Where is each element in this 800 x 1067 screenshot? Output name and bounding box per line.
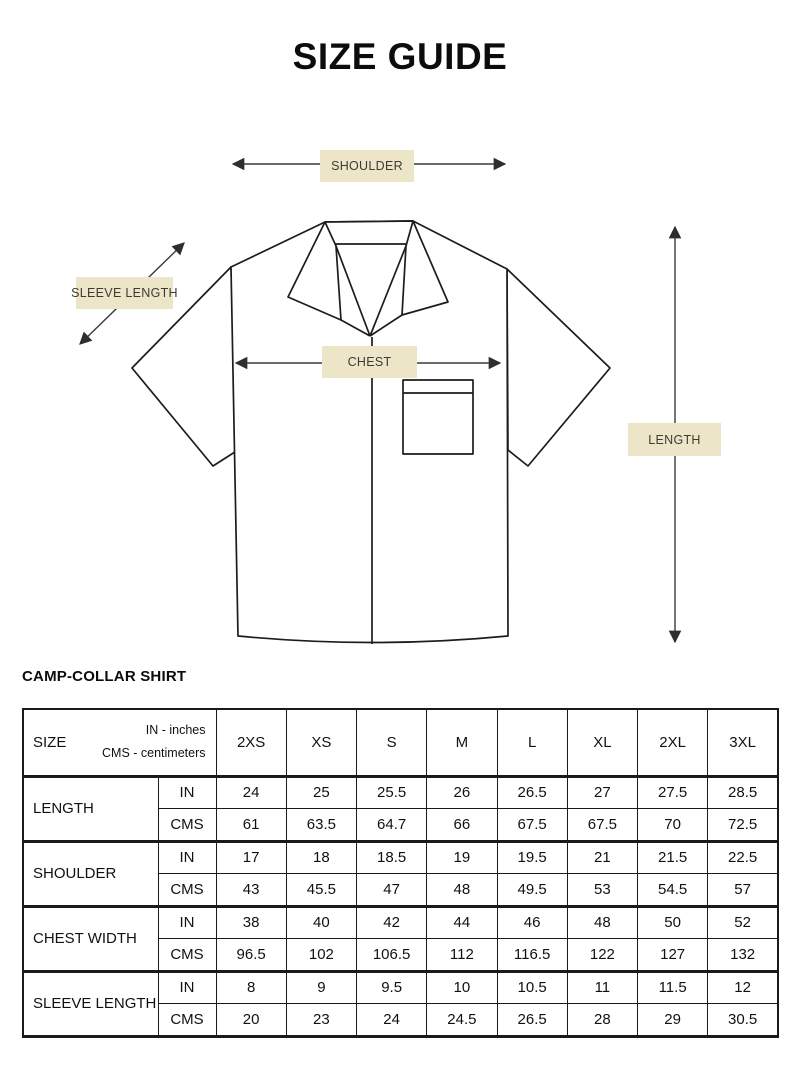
value-cell: 106.5 xyxy=(357,939,427,972)
measurement-row-in xyxy=(23,776,778,809)
value-cell: 26.5 xyxy=(497,776,567,809)
value-cell: 48 xyxy=(427,874,497,907)
row-label: CHEST WIDTH xyxy=(23,906,158,971)
value-cell: 9 xyxy=(286,971,356,1004)
size-column-header-l: L xyxy=(497,709,567,776)
shoulder-label: SHOULDER xyxy=(320,150,414,182)
value-cell: 25.5 xyxy=(357,776,427,809)
value-cell: 17 xyxy=(216,841,286,874)
value-cell: 122 xyxy=(567,939,637,972)
measurement-row-in xyxy=(23,906,778,939)
value-cell: 67.5 xyxy=(567,809,637,842)
value-cell: 28 xyxy=(567,1004,637,1037)
value-cell: 102 xyxy=(286,939,356,972)
size-column-header-2xl: 2XL xyxy=(638,709,708,776)
value-cell: 54.5 xyxy=(638,874,708,907)
value-cell: 23 xyxy=(286,1004,356,1037)
row-label: LENGTH xyxy=(23,776,158,841)
value-cell: 22.5 xyxy=(708,841,778,874)
value-cell: 19 xyxy=(427,841,497,874)
value-cell: 26 xyxy=(427,776,497,809)
value-cell: 72.5 xyxy=(708,809,778,842)
size-column-header-s: S xyxy=(357,709,427,776)
value-cell: 45.5 xyxy=(286,874,356,907)
value-cell: 10.5 xyxy=(497,971,567,1004)
value-cell: 25 xyxy=(286,776,356,809)
unit-cell: CMS xyxy=(158,874,216,907)
value-cell: 20 xyxy=(216,1004,286,1037)
size-column-header-2xs: 2XS xyxy=(216,709,286,776)
legend-inches: IN - inches xyxy=(145,722,206,737)
table-header-row xyxy=(23,709,778,776)
value-cell: 40 xyxy=(286,906,356,939)
size-column-header-xl: XL xyxy=(567,709,637,776)
value-cell: 49.5 xyxy=(497,874,567,907)
value-cell: 67.5 xyxy=(497,809,567,842)
value-cell: 12 xyxy=(708,971,778,1004)
unit-cell: CMS xyxy=(158,1004,216,1037)
value-cell: 21 xyxy=(567,841,637,874)
size-column-header-m: M xyxy=(427,709,497,776)
value-cell: 132 xyxy=(708,939,778,972)
value-cell: 28.5 xyxy=(708,776,778,809)
page-title: SIZE GUIDE xyxy=(292,36,508,77)
value-cell: 46 xyxy=(497,906,567,939)
unit-cell: CMS xyxy=(158,809,216,842)
value-cell: 8 xyxy=(216,971,286,1004)
product-heading: CAMP-COLLAR SHIRT xyxy=(22,668,187,685)
units-legend xyxy=(102,719,206,767)
value-cell: 66 xyxy=(427,809,497,842)
value-cell: 96.5 xyxy=(216,939,286,972)
value-cell: 52 xyxy=(708,906,778,939)
row-label: SLEEVE LENGTH xyxy=(23,971,158,1036)
chest-label: CHEST xyxy=(322,346,417,378)
value-cell: 38 xyxy=(216,906,286,939)
value-cell: 42 xyxy=(357,906,427,939)
value-cell: 10 xyxy=(427,971,497,1004)
value-cell: 11 xyxy=(567,971,637,1004)
value-cell: 27.5 xyxy=(638,776,708,809)
size-column-header-xs: XS xyxy=(286,709,356,776)
value-cell: 19.5 xyxy=(497,841,567,874)
value-cell: 57 xyxy=(708,874,778,907)
value-cell: 43 xyxy=(216,874,286,907)
shirt-right-sleeve xyxy=(507,269,610,466)
sleeve-length-label: SLEEVE LENGTH xyxy=(76,277,173,309)
size-table xyxy=(22,708,779,1038)
length-label: LENGTH xyxy=(628,423,721,456)
value-cell: 29 xyxy=(638,1004,708,1037)
value-cell: 44 xyxy=(427,906,497,939)
unit-cell: CMS xyxy=(158,939,216,972)
value-cell: 24 xyxy=(357,1004,427,1037)
measurement-row-in xyxy=(23,841,778,874)
value-cell: 18 xyxy=(286,841,356,874)
value-cell: 112 xyxy=(427,939,497,972)
value-cell: 26.5 xyxy=(497,1004,567,1037)
size-label: SIZE xyxy=(33,733,67,751)
shirt-outline xyxy=(132,221,610,644)
value-cell: 48 xyxy=(567,906,637,939)
value-cell: 11.5 xyxy=(638,971,708,1004)
value-cell: 50 xyxy=(638,906,708,939)
value-cell: 61 xyxy=(216,809,286,842)
legend-centimeters: CMS - centimeters xyxy=(102,746,206,761)
value-cell: 9.5 xyxy=(357,971,427,1004)
value-cell: 53 xyxy=(567,874,637,907)
unit-cell: IN xyxy=(158,776,216,809)
size-table-body xyxy=(23,776,778,1036)
shirt-collar-band xyxy=(325,221,413,244)
value-cell: 27 xyxy=(567,776,637,809)
value-cell: 63.5 xyxy=(286,809,356,842)
value-cell: 64.7 xyxy=(357,809,427,842)
shirt-pocket xyxy=(403,380,473,454)
value-cell: 127 xyxy=(638,939,708,972)
unit-cell: IN xyxy=(158,906,216,939)
table-corner-cell xyxy=(23,709,216,776)
unit-cell: IN xyxy=(158,841,216,874)
value-cell: 30.5 xyxy=(708,1004,778,1037)
value-cell: 21.5 xyxy=(638,841,708,874)
unit-cell: IN xyxy=(158,971,216,1004)
measurement-row-in xyxy=(23,971,778,1004)
row-label: SHOULDER xyxy=(23,841,158,906)
value-cell: 70 xyxy=(638,809,708,842)
size-column-header-3xl: 3XL xyxy=(708,709,778,776)
value-cell: 116.5 xyxy=(497,939,567,972)
value-cell: 18.5 xyxy=(357,841,427,874)
value-cell: 47 xyxy=(357,874,427,907)
value-cell: 24.5 xyxy=(427,1004,497,1037)
value-cell: 24 xyxy=(216,776,286,809)
